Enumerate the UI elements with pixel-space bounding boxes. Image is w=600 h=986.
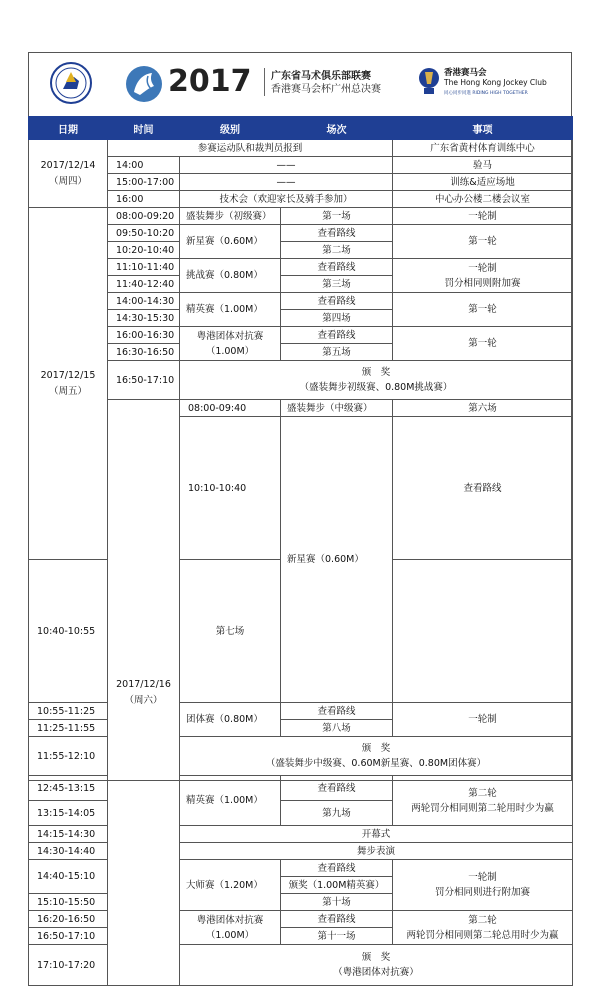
table-row <box>29 208 573 225</box>
award-title: 颁 奖 <box>361 743 391 754</box>
time-cell: 10:10-10:40 <box>180 417 281 560</box>
time-cell: 14:40-15:10 <box>29 860 108 894</box>
time-cell: 10:20-10:40 <box>108 242 180 259</box>
level-cell: 盛装舞步（初级赛） <box>180 208 281 225</box>
time-cell: 11:10-11:40 <box>108 259 180 276</box>
column-header-session: 场次 <box>281 117 393 140</box>
date-cell-day1 <box>29 140 108 208</box>
column-header-level: 级别 <box>180 117 281 140</box>
time-cell: 15:10-15:50 <box>29 894 108 911</box>
session-cell: 第六场 <box>393 400 573 417</box>
ceremony-cell: 开幕式 <box>180 826 573 843</box>
meeting-cell: 技术会（欢迎家长及骑手参加） <box>180 191 393 208</box>
level-line: 粤港团体对抗赛 <box>196 914 264 926</box>
item-cell <box>393 860 573 911</box>
session-cell: 查看路线 <box>281 327 393 344</box>
session-cell: 颁奖（1.00M精英赛） <box>281 877 393 894</box>
level-cell <box>180 327 281 361</box>
column-header-date: 日期 <box>29 117 108 140</box>
session-cell: 查看路线 <box>281 703 393 720</box>
table-row <box>29 361 573 400</box>
item-cell <box>393 259 573 293</box>
association-emblem-icon <box>50 62 92 104</box>
date-label: 2017/12/14 <box>40 159 96 171</box>
session-cell: 查看路线 <box>281 860 393 877</box>
table-row <box>29 327 573 344</box>
item-cell: 中心办公楼二楼会议室 <box>393 191 573 208</box>
session-cell: 第十场 <box>281 894 393 911</box>
level-line: 粤港团体对抗赛 <box>196 330 264 342</box>
item-cell: 验马 <box>393 157 573 174</box>
weekday-label: （周六） <box>124 694 163 706</box>
award-note: （盛装舞步中级赛、0.60M新星赛、0.80M团体赛） <box>265 758 487 769</box>
time-cell: 16:50-17:10 <box>29 928 108 945</box>
time-cell: 14:30-15:30 <box>108 310 180 327</box>
item-note: 罚分相同则附加赛 <box>444 277 521 289</box>
session-cell: 查看路线 <box>281 225 393 242</box>
award-note: （粤港团体对抗赛） <box>333 967 419 978</box>
time-cell: 11:55-12:10 <box>29 737 108 776</box>
session-cell: 第十一场 <box>281 928 393 945</box>
item-note: 罚分相同则进行附加赛 <box>434 887 530 898</box>
level-cell: 挑战赛（0.80M） <box>180 259 281 293</box>
date-cell-day3 <box>108 400 180 986</box>
session-cell: 查看路线 <box>281 776 393 801</box>
session-cell: 第二场 <box>281 242 393 259</box>
performance-cell: 舞步表演 <box>180 843 573 860</box>
item-line: 一轮制 <box>468 872 497 883</box>
hkjc-emblem-icon <box>418 66 440 96</box>
session-cell: 第五场 <box>281 344 393 361</box>
item-cell: 第一轮 <box>393 293 573 327</box>
item-cell: 训练&适应场地 <box>393 174 573 191</box>
level-line: （1.00M） <box>205 929 255 941</box>
table-row <box>29 140 573 157</box>
table-row <box>29 191 573 208</box>
item-cell: 第一轮 <box>393 225 573 259</box>
session-cell: 第三场 <box>281 276 393 293</box>
time-cell: 13:15-14:05 <box>29 801 108 826</box>
item-note: 两轮罚分相同则第二轮总用时少为赢 <box>406 929 559 941</box>
time-cell: 14:30-14:40 <box>29 843 108 860</box>
weekday-label: （周五） <box>48 385 87 397</box>
session-cell: 查看路线 <box>281 259 393 276</box>
time-cell: 16:20-16:50 <box>29 911 108 928</box>
event-subtitle: 香港赛马会杯广州总决赛 <box>271 84 381 95</box>
header-banner <box>28 52 572 116</box>
item-line: 第二轮 <box>468 914 497 926</box>
level-cell <box>180 911 281 945</box>
item-line: 第二轮 <box>468 787 497 799</box>
level-cell: 大师赛（1.20M） <box>180 860 281 911</box>
level-cell: 精英赛（1.00M） <box>180 293 281 327</box>
horse-logo-icon <box>124 64 164 104</box>
item-cell: 广东省黄村体育训练中心 <box>393 140 573 157</box>
session-cell: 第一场 <box>281 208 393 225</box>
table-row <box>29 225 573 242</box>
registration-cell: 参赛运动队和裁判员报到 <box>108 140 393 157</box>
session-cell: 查看路线 <box>393 417 573 560</box>
time-cell: 10:40-10:55 <box>29 560 108 703</box>
session-cell: 查看路线 <box>281 911 393 928</box>
level-cell: 新星赛（0.60M） <box>281 417 393 703</box>
schedule-table <box>28 116 573 986</box>
level-cell: 团体赛（0.80M） <box>180 703 281 737</box>
table-row <box>29 157 573 174</box>
item-cell: 第一轮 <box>393 327 573 361</box>
award-title: 颁 奖 <box>361 367 391 378</box>
time-cell: 16:50-17:10 <box>108 361 180 400</box>
award-cell <box>180 737 573 776</box>
item-note: 两轮罚分相同则第二轮用时少为赢 <box>411 802 554 814</box>
item-cell: 一轮制 <box>393 208 573 225</box>
time-cell: 14:15-14:30 <box>29 826 108 843</box>
hkjc-tagline: 同心同步同進 RIDING HIGH TOGETHER <box>444 91 528 96</box>
table-row <box>29 293 573 310</box>
time-cell: 11:25-11:55 <box>29 720 108 737</box>
level-line: （1.00M） <box>205 345 255 357</box>
item-cell: 一轮制 <box>393 703 573 737</box>
event-year: 2017 <box>168 64 252 99</box>
award-cell <box>180 361 573 400</box>
time-cell: 14:00 <box>108 157 180 174</box>
item-cell <box>393 776 573 826</box>
time-cell: 16:00-16:30 <box>108 327 180 344</box>
time-cell: 12:45-13:15 <box>29 776 108 801</box>
session-cell: 第四场 <box>281 310 393 327</box>
session-cell: 第八场 <box>281 720 393 737</box>
time-cell: 10:55-11:25 <box>29 703 108 720</box>
award-title: 颁 奖 <box>361 952 391 963</box>
hkjc-name-chinese: 香港赛马会 <box>444 68 487 78</box>
level-cell: 盛装舞步（中级赛） <box>281 400 393 417</box>
item-cell <box>393 911 573 945</box>
date-label: 2017/12/15 <box>40 369 96 381</box>
time-cell: 08:00-09:20 <box>108 208 180 225</box>
level-cell: 精英赛（1.00M） <box>180 776 281 826</box>
time-cell: 09:50-10:20 <box>108 225 180 242</box>
table-row <box>29 400 573 417</box>
date-cell-day2 <box>29 208 108 560</box>
time-cell: 14:00-14:30 <box>108 293 180 310</box>
time-cell: 11:40-12:40 <box>108 276 180 293</box>
time-cell: 08:00-09:40 <box>180 400 281 417</box>
event-title: 广东省马术俱乐部联赛 <box>271 71 371 82</box>
time-cell: 16:30-16:50 <box>108 344 180 361</box>
title-divider <box>264 68 265 96</box>
table-row <box>29 174 573 191</box>
item-line: 一轮制 <box>468 262 497 274</box>
time-cell: 16:00 <box>108 191 180 208</box>
award-note: （盛装舞步初级赛、0.80M挑战赛） <box>299 382 453 393</box>
session-cell: 第七场 <box>180 560 281 703</box>
dash-cell: —— <box>180 174 393 191</box>
table-header-row <box>29 117 573 140</box>
hkjc-name-english: The Hong Kong Jockey Club <box>444 78 547 87</box>
award-cell <box>180 945 573 986</box>
column-header-item: 事项 <box>393 117 573 140</box>
dash-cell: —— <box>180 157 393 174</box>
column-header-time: 时间 <box>108 117 180 140</box>
session-cell: 查看路线 <box>281 293 393 310</box>
date-label: 2017/12/16 <box>116 678 171 690</box>
time-cell: 15:00-17:00 <box>108 174 180 191</box>
session-cell: 第九场 <box>281 801 393 826</box>
table-row <box>29 259 573 276</box>
level-cell: 新星赛（0.60M） <box>180 225 281 259</box>
time-cell: 17:10-17:20 <box>29 945 108 986</box>
weekday-label: （周四） <box>48 175 87 187</box>
